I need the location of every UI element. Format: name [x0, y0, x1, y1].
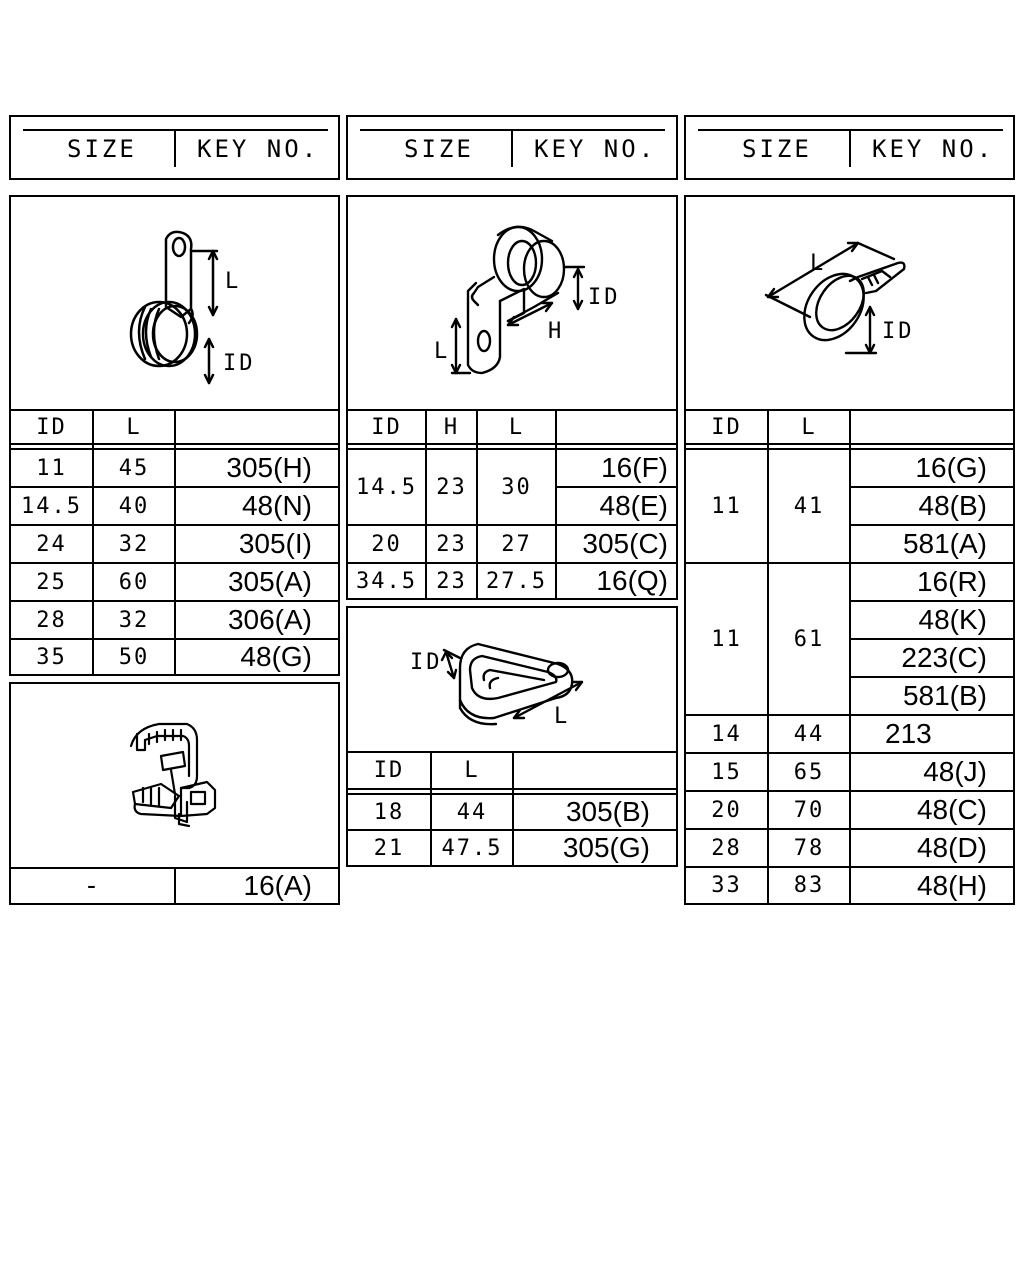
cell-l: 50: [118, 644, 150, 670]
cell-key: 48(H): [916, 869, 987, 901]
cell-l: 27.5: [486, 568, 547, 594]
cell-l: 32: [118, 607, 150, 633]
rule: [348, 443, 676, 445]
cell-id: 24: [36, 531, 67, 557]
cell-l: 44: [456, 799, 488, 825]
cell-l: 78: [793, 835, 825, 861]
col-header-l: L: [464, 758, 480, 783]
cell-key: 48(C): [916, 794, 987, 825]
cell-l: 83: [793, 873, 825, 898]
dim-label-id: ID: [882, 319, 915, 344]
cell-key: 16(G): [915, 452, 987, 483]
cell-key: 305(G): [562, 832, 650, 863]
dim-label-l: L: [225, 269, 239, 294]
cell-h: 23: [436, 531, 467, 557]
cell-key: 305(C): [582, 528, 668, 559]
panel-a: [9, 195, 340, 676]
header-box-left: [9, 115, 340, 180]
cell-l: 45: [118, 455, 150, 481]
cell-id: 18: [373, 799, 405, 825]
size-label: SIZE: [67, 135, 137, 163]
cell-l: 60: [118, 569, 150, 595]
cell-id: 33: [711, 873, 742, 898]
cell-h: 23: [436, 568, 467, 594]
panel-b: [9, 682, 340, 905]
clamp-illustration-e: [686, 197, 1013, 409]
cell-key: 581(A): [902, 528, 987, 559]
cell-l: 65: [793, 759, 825, 785]
cell-id: 25: [36, 569, 67, 595]
cell-h: 23: [436, 474, 467, 500]
clip-illustration-b: [11, 684, 338, 867]
cell-key: 306(A): [227, 604, 312, 635]
cell-key: 16(R): [916, 566, 987, 597]
cell-key: 16(A): [243, 870, 312, 901]
dim-label-id: ID: [410, 650, 443, 675]
cell-key: 48(E): [599, 490, 668, 521]
cell-l: 61: [793, 626, 825, 652]
cell-key: 581(B): [902, 680, 987, 711]
cell-id: 11: [711, 493, 742, 519]
col-header-id: ID: [36, 414, 67, 440]
cell-l: 41: [793, 493, 825, 519]
cell-l: 27: [501, 531, 532, 557]
cell-id: 34.5: [356, 568, 417, 594]
cell-key: 305(A): [227, 566, 312, 597]
size-label: SIZE: [404, 135, 474, 163]
dim-label-l: L: [810, 251, 824, 276]
panel-d: [346, 606, 678, 867]
cell-l: 44: [793, 721, 825, 747]
dim-label-h: H: [548, 319, 562, 344]
dim-label-l: L: [554, 704, 568, 729]
cell-key: 48(B): [918, 490, 987, 521]
cell-key: 48(J): [923, 756, 987, 787]
dim-label-id: ID: [223, 351, 256, 376]
cell-key: 305(H): [226, 452, 312, 483]
key-no-label: KEY NO.: [197, 135, 320, 163]
cell-id: 21: [373, 835, 405, 861]
cell-id: 15: [711, 759, 742, 785]
cell-l: 47.5: [441, 835, 503, 861]
cell-id: 11: [36, 455, 67, 481]
cell-key: 213: [885, 718, 932, 749]
clip-illustration-d: [348, 608, 676, 751]
cell-id: 11: [711, 626, 742, 652]
panel-c: [346, 195, 678, 600]
col-header-id: ID: [371, 414, 402, 440]
cell-l: 70: [793, 797, 825, 823]
cell-id: 28: [711, 835, 742, 861]
cell-id: 14.5: [356, 474, 417, 500]
cell-id: 20: [371, 531, 402, 557]
cell-size: -: [83, 871, 102, 901]
col-header-id: ID: [373, 758, 405, 783]
cell-key: 16(F): [601, 452, 668, 483]
cell-l: 30: [501, 474, 532, 500]
key-no-label: KEY NO.: [534, 135, 657, 163]
cell-id: 35: [36, 644, 67, 670]
clamp-illustration-a: [11, 197, 338, 409]
cell-id: 14: [711, 721, 742, 747]
panel-e: [684, 195, 1015, 905]
size-label: SIZE: [742, 135, 812, 163]
key-no-label: KEY NO.: [872, 135, 995, 163]
header-box-middle: [346, 115, 678, 180]
col-header-l: L: [801, 414, 817, 440]
cell-id: 28: [36, 607, 67, 633]
header-separator: [849, 129, 851, 167]
dim-label-id: ID: [588, 285, 621, 310]
col-header-l: L: [126, 414, 142, 440]
cell-key: 48(K): [918, 604, 987, 635]
col-header-id: ID: [711, 414, 742, 440]
cell-id: 20: [711, 797, 742, 823]
cell-key: 48(N): [241, 490, 312, 521]
col-header-l: L: [508, 414, 525, 440]
cell-key: 48(D): [916, 832, 987, 863]
col-header-h: H: [443, 414, 460, 440]
header-separator: [174, 129, 176, 167]
cell-key: 305(I): [238, 528, 312, 559]
header-box-right: [684, 115, 1015, 180]
cell-key: 305(B): [565, 796, 650, 827]
dim-label-l: L: [434, 339, 448, 364]
cell-key: 16(Q): [596, 565, 668, 596]
cell-key: 48(G): [240, 641, 312, 672]
header-separator: [511, 129, 513, 167]
cell-key: 223(C): [901, 642, 987, 673]
cell-id: 14.5: [21, 493, 82, 519]
cell-l: 32: [118, 531, 150, 557]
clamp-illustration-c: [348, 197, 676, 409]
cell-l: 40: [118, 493, 150, 519]
